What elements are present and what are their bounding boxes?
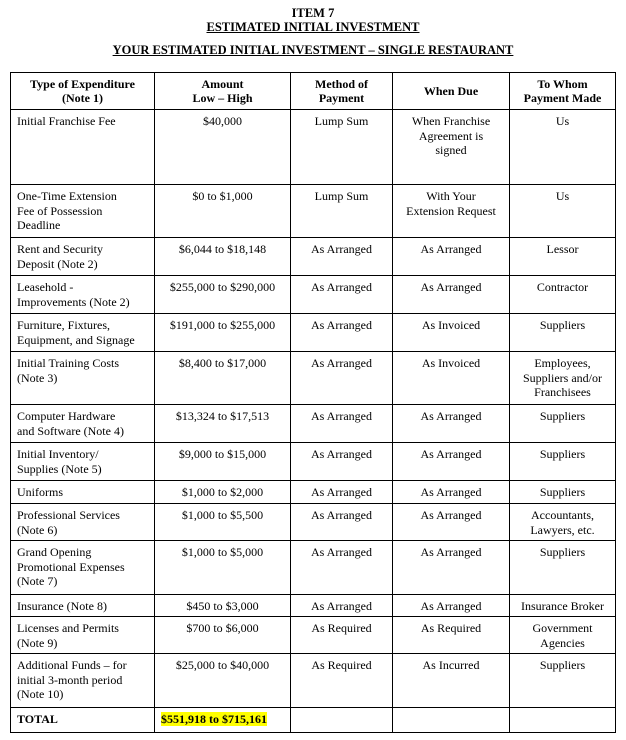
table-row — [11, 654, 616, 708]
cell-expenditure-type-line: Improvements (Note 2) — [17, 294, 130, 309]
cell-to-whom — [510, 595, 616, 617]
cell-when-due-line: As Invoiced — [421, 356, 481, 370]
cell-to-whom-line: Us — [555, 189, 570, 203]
cell-when-due — [393, 352, 510, 405]
cell-when-due — [393, 314, 510, 352]
total-amount: $551,918 to $715,161 — [161, 712, 267, 726]
cell-when-due-line: As Arranged — [420, 242, 482, 256]
header-text-line: Payment — [318, 91, 365, 105]
cell-to-whom — [510, 238, 616, 276]
table-row — [11, 541, 616, 595]
cell-amount: $40,000 — [155, 110, 291, 185]
table-row — [11, 595, 616, 617]
cell-payment-method: As Required — [291, 617, 393, 654]
cell-amount: $1,000 to $5,000 — [155, 541, 291, 595]
cell-expenditure-type-line: Insurance (Note 8) — [17, 599, 107, 613]
cell-expenditure-type-line: Computer Hardware — [17, 409, 116, 423]
cell-when-due-line: As Arranged — [420, 485, 482, 499]
cell-expenditure-type-line: (Note 9) — [17, 635, 58, 650]
cell-when-due — [393, 595, 510, 617]
cell-to-whom-line: Contractor — [536, 280, 589, 294]
cell-expenditure-type-line: Licenses and Permits — [17, 621, 119, 635]
cell-payment-method: As Arranged — [291, 595, 393, 617]
total-empty-cell — [510, 708, 616, 733]
cell-to-whom — [510, 405, 616, 443]
total-label: TOTAL — [11, 708, 155, 733]
cell-to-whom-line: Suppliers — [539, 447, 586, 461]
cell-payment-method: As Arranged — [291, 481, 393, 504]
table-row — [11, 110, 616, 185]
cell-expenditure-type-line: (Note 7) — [17, 574, 58, 588]
cell-expenditure-type-line: Uniforms — [17, 485, 63, 499]
cell-when-due — [393, 405, 510, 443]
cell-to-whom — [510, 443, 616, 481]
cell-payment-method: As Arranged — [291, 405, 393, 443]
header-text-line: Type of Expenditure — [30, 76, 135, 91]
cell-expenditure-type-line: (Note 6) — [17, 522, 58, 537]
cell-expenditure-type-line: Grand Opening — [17, 545, 92, 559]
table-row — [11, 238, 616, 276]
cell-to-whom — [510, 654, 616, 708]
cell-payment-method: Lump Sum — [291, 110, 393, 185]
cell-expenditure-type — [11, 504, 155, 541]
cell-to-whom — [510, 352, 616, 405]
cell-when-due — [393, 481, 510, 504]
total-amount-cell — [155, 708, 291, 733]
table-row — [11, 504, 616, 541]
col-header-type — [11, 73, 155, 110]
cell-to-whom — [510, 617, 616, 654]
cell-when-due-line: As Incurred — [422, 658, 480, 672]
header-text-line: (Note 1) — [62, 91, 103, 105]
table-row — [11, 276, 616, 314]
cell-expenditure-type-line: Deadline — [17, 218, 61, 232]
header-text-line: Method of — [315, 76, 368, 91]
cell-expenditure-type — [11, 541, 155, 595]
cell-expenditure-type-line: Rent and Security — [17, 242, 103, 256]
investment-table — [10, 72, 616, 733]
cell-expenditure-type-line: Deposit (Note 2) — [17, 256, 98, 271]
table-row — [11, 617, 616, 654]
cell-to-whom-line: Lawyers, etc. — [530, 522, 595, 537]
cell-amount: $191,000 to $255,000 — [155, 314, 291, 352]
table-row — [11, 352, 616, 405]
cell-expenditure-type-line: Promotional Expenses — [17, 559, 125, 574]
cell-to-whom-line: Us — [555, 114, 570, 128]
cell-when-due — [393, 504, 510, 541]
cell-to-whom — [510, 541, 616, 595]
col-header-when-due — [393, 73, 510, 110]
header-text-line: Payment Made — [523, 91, 602, 105]
cell-payment-method: As Arranged — [291, 443, 393, 481]
cell-to-whom — [510, 185, 616, 238]
cell-expenditure-type-line: Initial Inventory/ — [17, 447, 99, 461]
table-header-row — [11, 73, 616, 110]
cell-when-due-line: Extension Request — [406, 203, 496, 218]
total-row — [11, 708, 616, 733]
cell-amount: $6,044 to $18,148 — [155, 238, 291, 276]
table-row — [11, 481, 616, 504]
cell-expenditure-type — [11, 238, 155, 276]
cell-to-whom-line: Suppliers — [539, 318, 586, 332]
cell-expenditure-type-line: (Note 3) — [17, 370, 58, 385]
cell-amount: $25,000 to $40,000 — [155, 654, 291, 708]
cell-expenditure-type — [11, 352, 155, 405]
cell-expenditure-type-line: Additional Funds – for — [17, 658, 127, 672]
cell-to-whom-line: Accountants, — [531, 508, 594, 522]
col-header-method — [291, 73, 393, 110]
header-text-line: When Due — [423, 83, 479, 98]
cell-expenditure-type-line: Initial Training Costs — [17, 356, 120, 370]
cell-expenditure-type-line: One-Time Extension — [17, 189, 117, 203]
cell-to-whom-line: Insurance Broker — [521, 599, 604, 613]
total-empty-cell — [291, 708, 393, 733]
cell-when-due — [393, 617, 510, 654]
cell-to-whom-line: Lessor — [546, 242, 579, 256]
cell-when-due-line: With Your — [426, 189, 476, 203]
cell-payment-method: As Arranged — [291, 352, 393, 405]
cell-to-whom-line: Suppliers and/or — [523, 370, 602, 385]
cell-expenditure-type-line: Equipment, and Signage — [17, 332, 135, 347]
cell-expenditure-type — [11, 595, 155, 617]
document-subtitle: YOUR ESTIMATED INITIAL INVESTMENT – SINGLE RESTAURANT — [112, 43, 514, 57]
col-header-amount — [155, 73, 291, 110]
item-number: ITEM 7 — [291, 6, 335, 20]
cell-to-whom-line: Suppliers — [539, 658, 586, 672]
cell-when-due-line: Agreement is — [418, 128, 484, 143]
header-text-line: Low – High — [192, 91, 253, 105]
cell-payment-method: As Arranged — [291, 314, 393, 352]
cell-to-whom — [510, 314, 616, 352]
cell-payment-method: Lump Sum — [291, 185, 393, 238]
cell-to-whom-line: Suppliers — [539, 485, 586, 499]
cell-when-due-line: As Arranged — [420, 545, 482, 559]
cell-amount: $1,000 to $2,000 — [155, 481, 291, 504]
cell-expenditure-type-line: (Note 10) — [17, 687, 64, 701]
cell-amount: $255,000 to $290,000 — [155, 276, 291, 314]
cell-to-whom — [510, 110, 616, 185]
cell-payment-method: As Arranged — [291, 276, 393, 314]
cell-expenditure-type-line: initial 3-month period — [17, 672, 123, 687]
cell-to-whom-line: Franchisees — [534, 385, 591, 399]
cell-when-due-line: As Arranged — [420, 447, 482, 461]
table-row — [11, 405, 616, 443]
cell-when-due-line: As Arranged — [420, 280, 482, 294]
cell-when-due-line: signed — [435, 143, 467, 157]
cell-payment-method: As Required — [291, 654, 393, 708]
cell-to-whom-line: Suppliers — [539, 545, 586, 559]
cell-expenditure-type-line: Furniture, Fixtures, — [17, 318, 110, 332]
header-text-line: To Whom — [537, 76, 588, 91]
cell-to-whom-line: Agencies — [540, 635, 585, 650]
cell-amount: $1,000 to $5,500 — [155, 504, 291, 541]
table-row — [11, 443, 616, 481]
cell-to-whom-line: Suppliers — [539, 409, 586, 423]
cell-when-due — [393, 654, 510, 708]
cell-amount: $9,000 to $15,000 — [155, 443, 291, 481]
cell-when-due — [393, 541, 510, 595]
cell-payment-method: As Arranged — [291, 238, 393, 276]
table-row — [11, 185, 616, 238]
cell-expenditure-type-line: and Software (Note 4) — [17, 423, 124, 438]
header-text-line: Amount — [201, 76, 244, 91]
cell-expenditure-type-line: Supplies (Note 5) — [17, 461, 102, 476]
cell-when-due-line: As Required — [420, 621, 482, 635]
cell-expenditure-type-line: Initial Franchise Fee — [17, 114, 116, 128]
document-title: ESTIMATED INITIAL INVESTMENT — [206, 20, 420, 34]
cell-when-due — [393, 276, 510, 314]
cell-payment-method: As Arranged — [291, 541, 393, 595]
cell-expenditure-type — [11, 405, 155, 443]
cell-expenditure-type — [11, 110, 155, 185]
table-row — [11, 314, 616, 352]
cell-amount: $700 to $6,000 — [155, 617, 291, 654]
cell-to-whom — [510, 276, 616, 314]
cell-payment-method: As Arranged — [291, 504, 393, 541]
cell-expenditure-type — [11, 314, 155, 352]
cell-amount: $13,324 to $17,513 — [155, 405, 291, 443]
cell-to-whom-line: Employees, — [534, 356, 591, 370]
cell-expenditure-type — [11, 185, 155, 238]
cell-expenditure-type — [11, 617, 155, 654]
cell-when-due — [393, 238, 510, 276]
cell-expenditure-type — [11, 443, 155, 481]
cell-expenditure-type-line: Leasehold - — [17, 280, 74, 294]
cell-expenditure-type-line: Fee of Possession — [17, 203, 103, 218]
cell-when-due-line: As Invoiced — [421, 318, 481, 332]
cell-when-due-line: As Arranged — [420, 599, 482, 613]
cell-amount: $8,400 to $17,000 — [155, 352, 291, 405]
cell-to-whom-line: Government — [532, 621, 593, 635]
cell-when-due-line: As Arranged — [420, 409, 482, 423]
cell-when-due-line: When Franchise — [411, 114, 491, 128]
total-empty-cell — [393, 708, 510, 733]
cell-expenditure-type — [11, 654, 155, 708]
cell-to-whom — [510, 481, 616, 504]
cell-expenditure-type — [11, 481, 155, 504]
cell-when-due — [393, 443, 510, 481]
cell-expenditure-type-line: Professional Services — [17, 508, 120, 522]
cell-expenditure-type — [11, 276, 155, 314]
cell-when-due — [393, 110, 510, 185]
cell-amount: $450 to $3,000 — [155, 595, 291, 617]
cell-to-whom — [510, 504, 616, 541]
cell-when-due-line: As Arranged — [420, 508, 482, 522]
col-header-to-whom — [510, 73, 616, 110]
cell-when-due — [393, 185, 510, 238]
cell-amount: $0 to $1,000 — [155, 185, 291, 238]
